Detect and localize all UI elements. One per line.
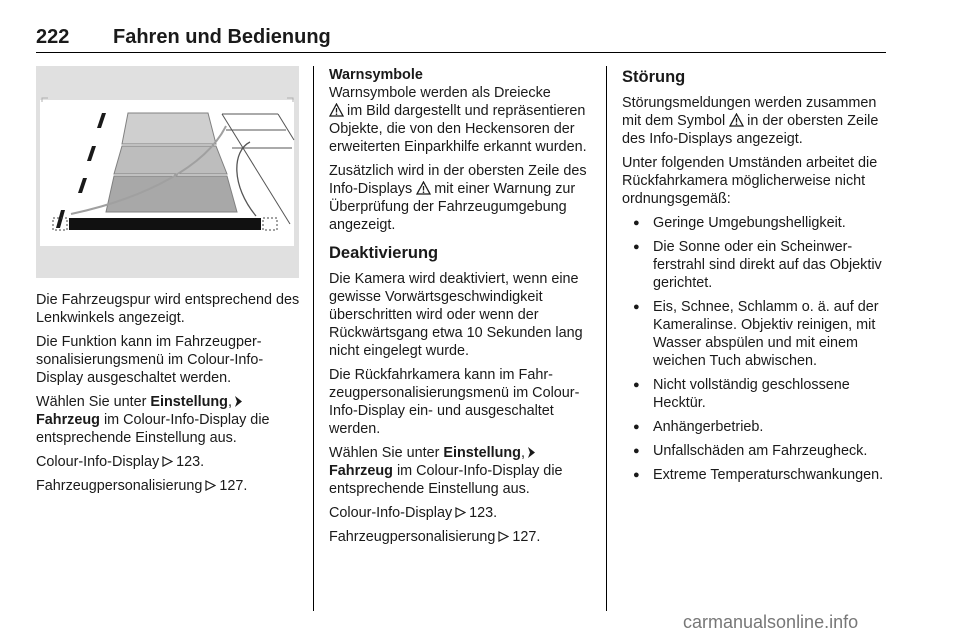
reference-text: Colour-Info-Display (36, 454, 160, 470)
menu-arrow-icon (235, 396, 242, 407)
page-reference-icon (498, 531, 509, 542)
page-reference-icon (205, 480, 216, 491)
warn-text-pre: Zusätzlich wird in der obersten Zeile des Info-Displays (329, 163, 587, 197)
chapter-title: Fahren und Bedienung (113, 26, 331, 48)
reference-text: Fahrzeugpersonalisierung (329, 529, 496, 545)
warn-text-pre: Warnsymbole werden als Dreiecke (329, 85, 551, 101)
warning-triangle-icon (329, 103, 344, 117)
list-item: ● Geringe Umgebungshelligkeit. (622, 214, 890, 232)
list-item: ● Nicht vollständig geschlossene Hecktür. (622, 376, 890, 412)
paragraph-warnsymbole-triangles (329, 84, 595, 156)
list-item: ● Unfallschäden am Fahrzeugheck. (622, 442, 890, 460)
camera-display-illustration (36, 66, 299, 278)
column-divider-1 (313, 66, 314, 611)
settings-menu-einstellung: Einstellung (443, 445, 521, 461)
reference-colour-info-display (329, 504, 595, 522)
reference-fahrzeugpersonalisierung (329, 528, 595, 546)
reference-page: 127. (512, 529, 541, 545)
stoerung-heading: Störung (622, 68, 686, 86)
reference-text: Fahrzeugpersonalisierung (36, 478, 203, 494)
malfunction-conditions-list (622, 214, 890, 484)
settings-menu-einstellung: Einstellung (150, 394, 228, 410)
stoerung-text-post: in der obersten Zeile des Info-Displays angezeigt. (622, 113, 879, 147)
paragraph-warnsymbole-display (329, 162, 595, 234)
paragraph-deactivation-menu: Die Rückfahrkamera kann im Fahrzeugpersonalisierungsmenü im Colour-Info-Display ein- und ausgeschaltet werden. (329, 367, 580, 437)
parking-guide-lines-image (36, 66, 299, 278)
warnsymbole-heading: Warnsymbole (329, 67, 423, 83)
page-header (36, 26, 886, 52)
list-item: ● Extreme Temperaturschwankungen. (622, 466, 890, 484)
warn-text-post: im Bild dargestellt und repräsentieren Objekte, die von den Heckensoren der erweiterten Einparkhilfe erkannt wurden. (329, 103, 587, 155)
reference-page: 127. (219, 478, 248, 494)
paragraph-lane-angle: Die Fahrzeugspur wird entsprechend des Lenkwinkels angezeigt. (36, 292, 300, 326)
page-reference-icon (162, 456, 173, 467)
reference-colour-info-display (36, 453, 302, 471)
settings-separator: , (227, 394, 232, 410)
page-reference-icon (455, 507, 466, 518)
paragraph-function-disable: Die Funktion kann im Fahrzeugpersonalisierungsmenü im Colour-Info-Display ausgeschaltet werden. (36, 334, 264, 386)
list-item: ● Anhängerbetrieb. (622, 418, 890, 436)
menu-arrow-icon (528, 447, 535, 458)
paragraph-settings (36, 393, 302, 447)
paragraph-settings (329, 444, 595, 498)
settings-text-post: im Colour-Info-Display die entsprechende Einstellung aus. (36, 412, 270, 446)
settings-text-pre: Wählen Sie unter (36, 394, 151, 410)
reference-page: 123. (469, 505, 498, 521)
list-item: ● Eis, Schnee, Schlamm o. ä. auf der Kameralinse. Objektiv reinigen, mit Wasser abspülen und mit einem weichen Tuch abwischen. (622, 298, 890, 370)
column-3 (622, 66, 890, 490)
stoerung-text-pre: Störungsmeldungen werden zusammen mit dem Symbol (622, 95, 877, 129)
reference-text: Colour-Info-Display (329, 505, 453, 521)
page-number: 222 (36, 26, 70, 48)
warning-triangle-icon (729, 113, 744, 127)
settings-separator: , (520, 445, 525, 461)
deaktivierung-heading: Deaktivierung (329, 244, 439, 262)
settings-text-pre: Wählen Sie unter (329, 445, 444, 461)
settings-text-post: im Colour-Info-Display die entsprechende Einstellung aus. (329, 463, 563, 497)
paragraph-stoerung-message (622, 94, 890, 148)
header-rule (36, 52, 886, 53)
column-2 (329, 66, 595, 552)
warning-triangle-icon (416, 181, 431, 195)
list-item: ● Die Sonne oder ein Scheinwerferstrahl sind direkt auf das Objektiv gerichtet. (622, 238, 890, 292)
reference-page: 123. (176, 454, 205, 470)
settings-menu-fahrzeug: Fahrzeug (36, 412, 100, 428)
column-divider-2 (606, 66, 607, 611)
paragraph-stoerung-conditions: Unter folgenden Umständen arbeitet die Rückfahrkamera möglicherweise nicht ordnungsgemäß: (622, 155, 878, 207)
watermark-text: carmanualsonline.info (683, 612, 859, 632)
reference-fahrzeugpersonalisierung (36, 477, 302, 495)
column-1 (36, 291, 302, 501)
warn-text-post: mit einer Warnung zur Überprüfung der Fahrzeugumgebung angezeigt. (329, 181, 576, 233)
paragraph-deactivation-speed: Die Kamera wird deaktiviert, wenn eine gewisse Vorwärtsgeschwindigkeit überschritten wird oder wenn der Rückwärtsgang etwa 10 Sekunden lang nicht eingelegt wurde. (329, 271, 583, 359)
settings-menu-fahrzeug: Fahrzeug (329, 463, 393, 479)
